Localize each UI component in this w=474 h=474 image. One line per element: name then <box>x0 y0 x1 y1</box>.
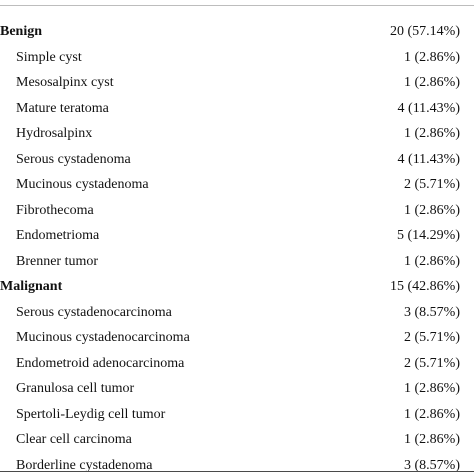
row-value: 2 (5.71%) <box>404 177 460 192</box>
row-value: 3 (8.57%) <box>404 457 460 473</box>
row-label: Serous cystadenocarcinoma <box>16 304 172 320</box>
row-label: Endometroid adenocarcinoma <box>16 355 185 371</box>
table-row <box>0 223 474 249</box>
row-value: 4 (11.43%) <box>397 151 460 167</box>
table-row <box>0 96 474 122</box>
row-label: Hydrosalpinx <box>16 126 93 141</box>
table-row <box>0 376 474 402</box>
row-value: 1 (2.86%) <box>404 75 460 90</box>
row-value: 2 (5.71%) <box>404 355 460 371</box>
section-label: Malignant <box>0 279 63 294</box>
row-label: Granulosa cell tumor <box>16 381 135 396</box>
row-value: 1 (2.86%) <box>404 126 460 141</box>
table-section-row <box>0 274 474 300</box>
row-label: Spertoli-Leydig cell tumor <box>16 406 166 422</box>
table-row <box>0 147 474 173</box>
row-label: Mucinous cystadenoma <box>16 177 149 192</box>
table-row <box>0 325 474 351</box>
row-label: Mature teratoma <box>16 100 109 116</box>
table-row <box>0 198 474 224</box>
table-bottom-rule <box>0 471 474 472</box>
section-value: 15 (42.86%) <box>390 279 460 294</box>
section-label: Benign <box>0 24 43 39</box>
table-row <box>0 249 474 275</box>
row-value: 1 (2.86%) <box>404 381 460 396</box>
row-label: Clear cell carcinoma <box>16 432 132 447</box>
row-label: Endometrioma <box>16 228 100 243</box>
row-label: Serous cystadenoma <box>16 151 131 167</box>
table-row <box>0 121 474 147</box>
row-label: Simple cyst <box>16 49 82 65</box>
row-value: 3 (8.57%) <box>404 304 460 320</box>
row-value: 4 (11.43%) <box>397 100 460 116</box>
section-value: 20 (57.14%) <box>390 24 460 39</box>
row-label: Fibrothecoma <box>16 202 94 218</box>
table-row <box>0 70 474 96</box>
table-row <box>0 45 474 71</box>
table-section-row <box>0 19 474 45</box>
table-row <box>0 300 474 326</box>
row-value: 1 (2.86%) <box>404 406 460 422</box>
table-row <box>0 351 474 377</box>
row-value: 1 (2.86%) <box>404 432 460 447</box>
table-row <box>0 427 474 453</box>
row-label: Mucinous cystadenocarcinoma <box>16 330 190 345</box>
row-value: 5 (14.29%) <box>397 228 460 243</box>
row-label: Borderline cystadenoma <box>16 457 153 473</box>
row-value: 1 (2.86%) <box>404 202 460 218</box>
row-value: 1 (2.86%) <box>404 253 460 269</box>
row-value: 1 (2.86%) <box>404 49 460 65</box>
table-row <box>0 172 474 198</box>
table-top-rule <box>0 5 474 6</box>
row-value: 2 (5.71%) <box>404 330 460 345</box>
row-label: Brenner tumor <box>16 253 99 269</box>
table-row <box>0 402 474 428</box>
row-label: Mesosalpinx cyst <box>16 75 114 90</box>
